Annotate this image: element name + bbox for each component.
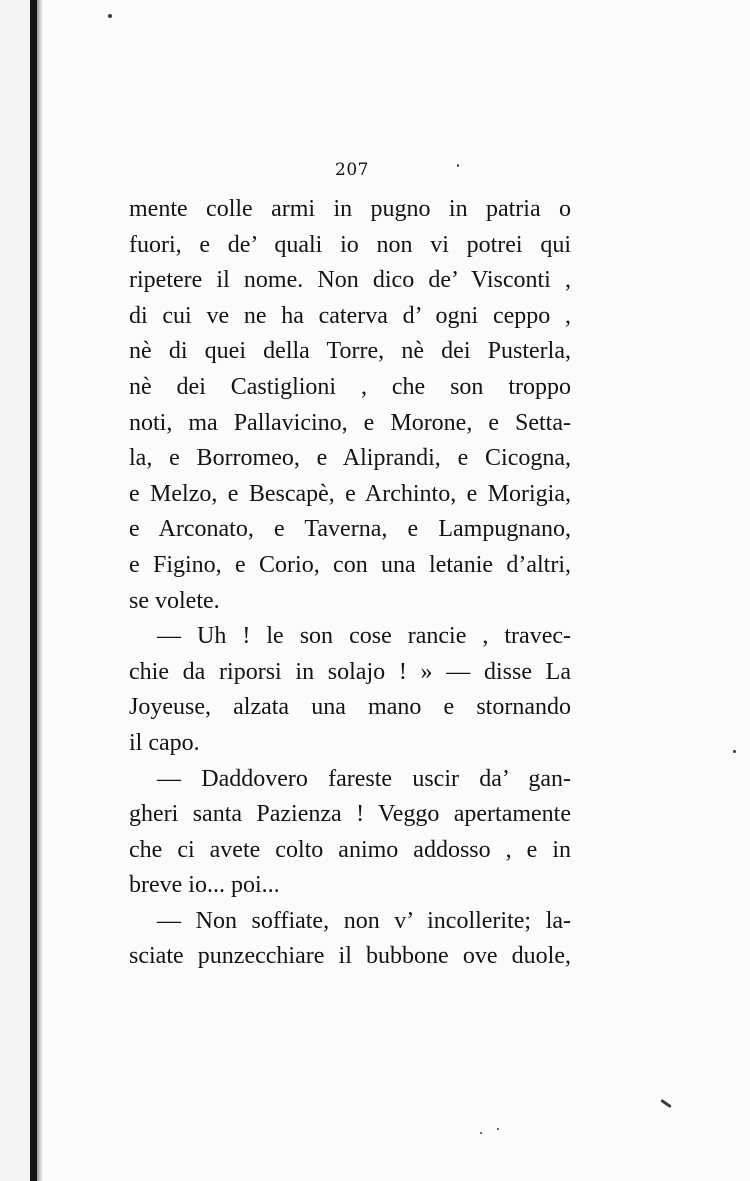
text-line: il capo.	[129, 729, 200, 756]
ink-speck	[660, 1099, 672, 1108]
ink-speck	[108, 14, 112, 18]
ink-speck	[480, 1132, 482, 1134]
text-line: e Melzo, e Bescapè, e Archinto, e Morigia,	[129, 480, 571, 507]
text-line: breve io... poi...	[129, 872, 280, 899]
text-line: sciate punzecchiare il bubbone ove duole,	[129, 943, 571, 970]
text-line: che ci avete colto animo addosso , e in	[129, 836, 571, 863]
ink-speck	[497, 1128, 499, 1130]
text-line: fuori, e de’ quali io non vi potrei qui	[129, 231, 571, 258]
page-outer-margin	[0, 0, 30, 1181]
text-line: ripetere il nome. Non dico de’ Visconti ,	[129, 267, 571, 294]
binding-edge	[30, 0, 37, 1181]
text-line: e Figino, e Corio, con una letanie d’altri,	[129, 551, 571, 578]
text-line: e Arconato, e Taverna, e Lampugnano,	[129, 516, 571, 543]
text-line: — Uh ! le son cose rancie , travec-	[157, 623, 571, 650]
binding-shadow	[37, 0, 43, 1181]
body-text	[129, 192, 571, 975]
text-line: — Daddovero fareste uscir da’ gan-	[157, 765, 571, 792]
text-line: — Non soffiate, non v’ incollerite; la-	[157, 907, 571, 934]
text-line: chie da riporsi in solajo ! » — disse La	[129, 658, 571, 685]
text-line: noti, ma Pallavicino, e Morone, e Setta-	[129, 409, 571, 436]
text-line: nè di quei della Torre, nè dei Pusterla,	[129, 338, 571, 365]
text-line: se volete.	[129, 587, 220, 614]
ink-speck	[457, 164, 459, 167]
page-number: 207	[335, 160, 369, 180]
text-line: mente colle armi in pugno in patria o	[129, 196, 571, 222]
ink-speck	[733, 750, 736, 753]
text-line: gheri santa Pazienza ! Veggo apertamente	[129, 801, 571, 828]
text-line: di cui ve ne ha caterva d’ ogni ceppo ,	[129, 302, 571, 329]
text-line: nè dei Castiglioni , che son troppo	[129, 373, 571, 400]
text-line: Joyeuse, alzata una mano e stornando	[129, 694, 571, 721]
text-line: la, e Borromeo, e Aliprandi, e Cicogna,	[129, 445, 571, 472]
